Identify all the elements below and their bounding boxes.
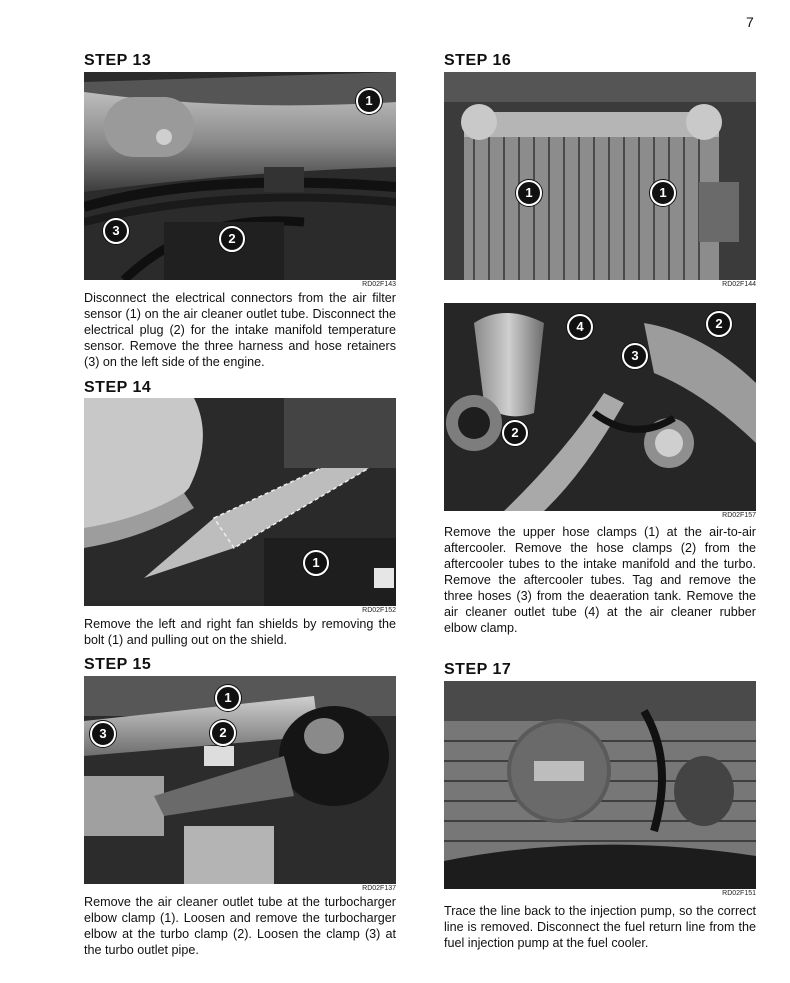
step-15-photo-code: RD02F137 <box>362 885 396 892</box>
step-13-photo-code: RD02F143 <box>362 281 396 288</box>
step-17-photo <box>444 681 756 889</box>
step-14-callout-1: 1 <box>303 550 329 576</box>
step-13-heading: STEP 13 <box>84 52 152 69</box>
step-15-photo <box>84 676 396 884</box>
step-16-radiator-callout-1-right: 1 <box>650 180 676 206</box>
step-13-callout-3: 3 <box>103 218 129 244</box>
step-14-photo-code: RD02F152 <box>362 607 396 614</box>
step-16-photo-code-b: RD02F157 <box>722 512 756 519</box>
step-13-callout-1: 1 <box>356 88 382 114</box>
step-15-callout-2: 2 <box>210 720 236 746</box>
step-16-hoses-callout-4: 4 <box>567 314 593 340</box>
step-16-text: Remove the upper hose clamps (1) at the air-to-air aftercooler. Remove the hose clamps (2) from the aftercooler tubes to the intake manifold and the turbo. Remove the aftercooler tubes. Tag and remove the three hoses (3) from the deaeration tank. Remove the air cleaner outlet tube (4) at the air cleaner rubber elbow clamp. <box>444 525 756 635</box>
step-16-radiator-callout-1-left: 1 <box>516 180 542 206</box>
step-16-photo-code-a: RD02F144 <box>722 281 756 288</box>
step-15-callout-3: 3 <box>90 721 116 747</box>
step-16-photo-hoses <box>444 303 756 511</box>
step-16-heading: STEP 16 <box>444 52 512 69</box>
step-17-text: Trace the line back to the injection pump, so the correct line is removed. Disconnect the fuel return line from the fuel injection pump at the fuel cooler. <box>444 904 756 950</box>
step-13-photo <box>84 72 396 280</box>
step-14-photo <box>84 398 396 606</box>
step-13-text: Disconnect the electrical connectors from the air filter sensor (1) on the air cleaner outlet tube. Disconnect the electrical plug (2) for the intake manifold temperature sensor. Remove the three harness and hose retainers (3) on the left side of the engine. <box>84 291 396 369</box>
step-14-text: Remove the left and right fan shields by removing the bolt (1) and pulling out on the shield. <box>84 617 396 647</box>
step-15-heading: STEP 15 <box>84 656 152 673</box>
step-17-photo-code: RD02F151 <box>722 890 756 897</box>
step-15-callout-1: 1 <box>215 685 241 711</box>
step-14-heading: STEP 14 <box>84 379 152 396</box>
page-number: 7 <box>746 14 754 30</box>
step-17-heading: STEP 17 <box>444 661 512 678</box>
step-15-text: Remove the air cleaner outlet tube at the turbocharger elbow clamp (1). Loosen and remove the turbocharger elbow at the turbo clamp (2). Loosen the clamp (3) at the turbo outlet pipe. <box>84 895 396 957</box>
step-16-hoses-callout-2-right: 2 <box>706 311 732 337</box>
step-16-photo-radiator <box>444 72 756 280</box>
step-13-callout-2: 2 <box>219 226 245 252</box>
step-16-hoses-callout-2-left: 2 <box>502 420 528 446</box>
step-16-hoses-callout-3: 3 <box>622 343 648 369</box>
